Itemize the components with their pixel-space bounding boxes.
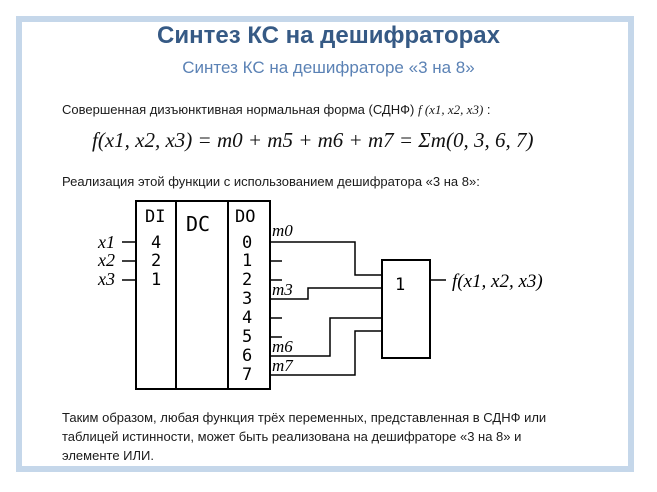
label-m6: m6 <box>272 337 293 356</box>
inputs <box>97 232 161 290</box>
output-7: 7 <box>242 365 253 385</box>
slide-title: Синтез КС на дешифраторах <box>157 22 500 49</box>
formula-text: f(x1, x2, x3) = m0 + m5 + m6 + m7 = Σm(0, 3, 6, 7) <box>92 128 534 152</box>
output-6: 6 <box>242 346 253 366</box>
input-var-x1: x1 <box>98 232 115 252</box>
intro-suffix: : <box>483 102 491 117</box>
conclusion-line-2: таблицей истинности, может быть реализована на дешифраторе «3 на 8» и <box>62 429 522 444</box>
input-weight-1: 1 <box>151 270 162 290</box>
realization-text: Реализация этой функции с использованием дешифратора «3 на 8»: <box>62 174 480 189</box>
conclusion-text <box>62 408 622 465</box>
output-2: 2 <box>242 270 253 290</box>
label-m3: m3 <box>272 280 293 299</box>
output-1: 1 <box>242 251 253 271</box>
output-numbers <box>242 233 252 385</box>
wire-m0 <box>270 242 382 275</box>
output-3: 3 <box>242 289 253 309</box>
input-weight-4: 4 <box>151 233 162 253</box>
output-0: 0 <box>242 233 253 253</box>
conclusion-line-1: Таким образом, любая функция трёх переменных, представленная в СДНФ или <box>62 410 547 425</box>
or-gate-label: 1 <box>395 275 406 295</box>
label-m7: m7 <box>272 356 293 375</box>
input-var-x3: x3 <box>98 269 115 289</box>
do-label: DO <box>235 207 256 227</box>
slide-subtitle: Синтез КС на дешифраторе «3 на 8» <box>182 58 475 77</box>
input-weight-2: 2 <box>151 251 162 271</box>
or-gate <box>382 260 430 358</box>
label-m0: m0 <box>272 221 293 240</box>
output-4: 4 <box>242 308 253 328</box>
dc-label: DC <box>186 212 211 236</box>
di-label: DI <box>145 207 166 227</box>
intro-label: Совершенная дизъюнктивная нормальная форма (СДНФ) <box>62 102 415 117</box>
intro-function: f (x1, x2, x3) <box>417 102 484 117</box>
conclusion-line-3: элементе ИЛИ. <box>62 448 154 463</box>
input-var-x2: x2 <box>98 250 115 270</box>
result-label: f(x1, x2, x3) <box>452 271 543 292</box>
output-5: 5 <box>242 327 253 347</box>
